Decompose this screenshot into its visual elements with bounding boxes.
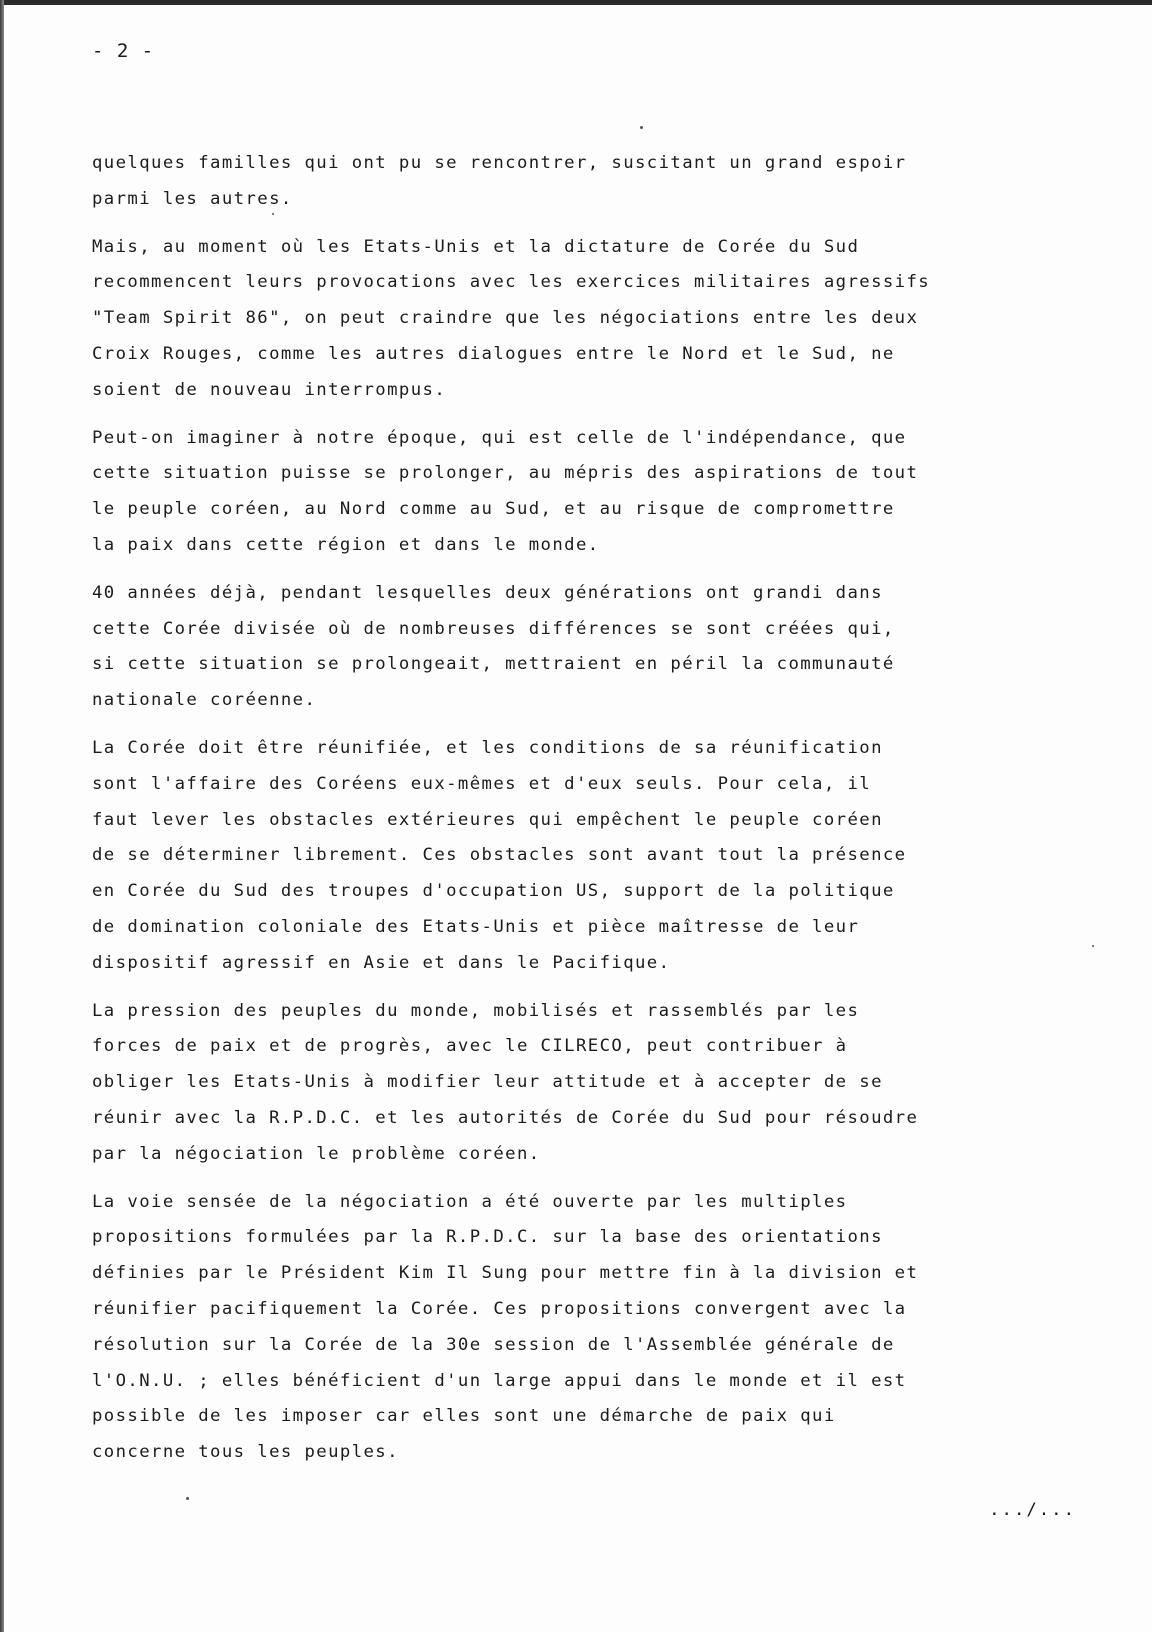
body-text <box>92 146 1102 1483</box>
text-line: par la négociation le problème coréen. <box>92 1143 541 1164</box>
text-line: si cette situation se prolongeait, mettraient en péril la communauté <box>92 654 895 675</box>
text-line: en Corée du Sud des troupes d'occupation US, support de la politique <box>92 881 895 902</box>
paragraph <box>92 576 1102 719</box>
text-line: définies par le Président Kim Il Sung pour mettre fin à la division et <box>92 1263 919 1284</box>
paragraph <box>92 230 1102 409</box>
scan-speck <box>640 126 643 129</box>
text-line: réunifier pacifiquement la Corée. Ces propositions convergent avec la <box>92 1298 907 1319</box>
paragraph <box>92 994 1102 1173</box>
paragraph <box>92 731 1102 982</box>
text-line: réunir avec la R.P.D.C. et les autorités de Corée du Sud pour résoudre <box>92 1107 919 1128</box>
text-line: nationale coréenne. <box>92 690 317 711</box>
text-line: résolution sur la Corée de la 30e session de l'Assemblée générale de <box>92 1334 895 1355</box>
text-line: obliger les Etats-Unis à modifier leur attitude et à accepter de se <box>92 1072 883 1093</box>
text-line: La Corée doit être réunifiée, et les conditions de sa réunification <box>92 737 883 758</box>
text-line: cette Corée divisée où de nombreuses différences se sont créées qui, <box>92 618 895 639</box>
text-line: de domination coloniale des Etats-Unis et pièce maîtresse de leur <box>92 916 860 937</box>
text-line: de se déterminer librement. Ces obstacles sont avant tout la présence <box>92 845 907 866</box>
text-line: faut lever les obstacles extérieures qui empêchent le peuple coréen <box>92 809 883 830</box>
text-line: parmi les autres. <box>92 188 293 209</box>
text-line: soient de nouveau interrompus. <box>92 379 447 400</box>
scan-left-edge <box>0 0 4 1632</box>
paragraph <box>92 421 1102 564</box>
text-line: concerne tous les peuples. <box>92 1442 399 1463</box>
text-line: sont l'affaire des Coréens eux-mêmes et d'eux seuls. Pour cela, il <box>92 773 872 794</box>
text-line: La pression des peuples du monde, mobilisés et rassemblés par les <box>92 1000 860 1021</box>
paragraph <box>92 1185 1102 1471</box>
paragraph <box>92 146 1102 218</box>
text-line: recommencent leurs provocations avec les exercices militaires agressifs <box>92 272 931 293</box>
page-number: - 2 - <box>92 40 155 62</box>
text-line: "Team Spirit 86", on peut craindre que les négociations entre les deux <box>92 308 919 329</box>
text-line: Mais, au moment où les Etats-Unis et la dictature de Corée du Sud <box>92 236 860 257</box>
scan-speck <box>186 1497 189 1500</box>
text-line: La voie sensée de la négociation a été ouverte par les multiples <box>92 1191 848 1212</box>
continuation-mark: .../... <box>989 1500 1076 1520</box>
text-line: le peuple coréen, au Nord comme au Sud, et au risque de compromettre <box>92 499 895 520</box>
text-line: dispositif agressif en Asie et dans le Pacifique. <box>92 952 671 973</box>
text-line: propositions formulées par la R.P.D.C. sur la base des orientations <box>92 1227 883 1248</box>
text-line: l'O.N.U. ; elles bénéficient d'un large appui dans le monde et il est <box>92 1370 907 1391</box>
text-line: possible de les imposer car elles sont une démarche de paix qui <box>92 1406 836 1427</box>
text-line: Peut-on imaginer à notre époque, qui est celle de l'indépendance, que <box>92 427 907 448</box>
text-line: Croix Rouges, comme les autres dialogues entre le Nord et le Sud, ne <box>92 343 895 364</box>
scan-top-edge <box>0 0 1152 5</box>
text-line: 40 années déjà, pendant lesquelles deux générations ont grandi dans <box>92 582 883 603</box>
text-line: la paix dans cette région et dans le monde. <box>92 534 600 555</box>
text-line: cette situation puisse se prolonger, au mépris des aspirations de tout <box>92 463 919 484</box>
text-line: forces de paix et de progrès, avec le CILRECO, peut contribuer à <box>92 1036 848 1057</box>
text-line: quelques familles qui ont pu se rencontrer, suscitant un grand espoir <box>92 153 907 173</box>
